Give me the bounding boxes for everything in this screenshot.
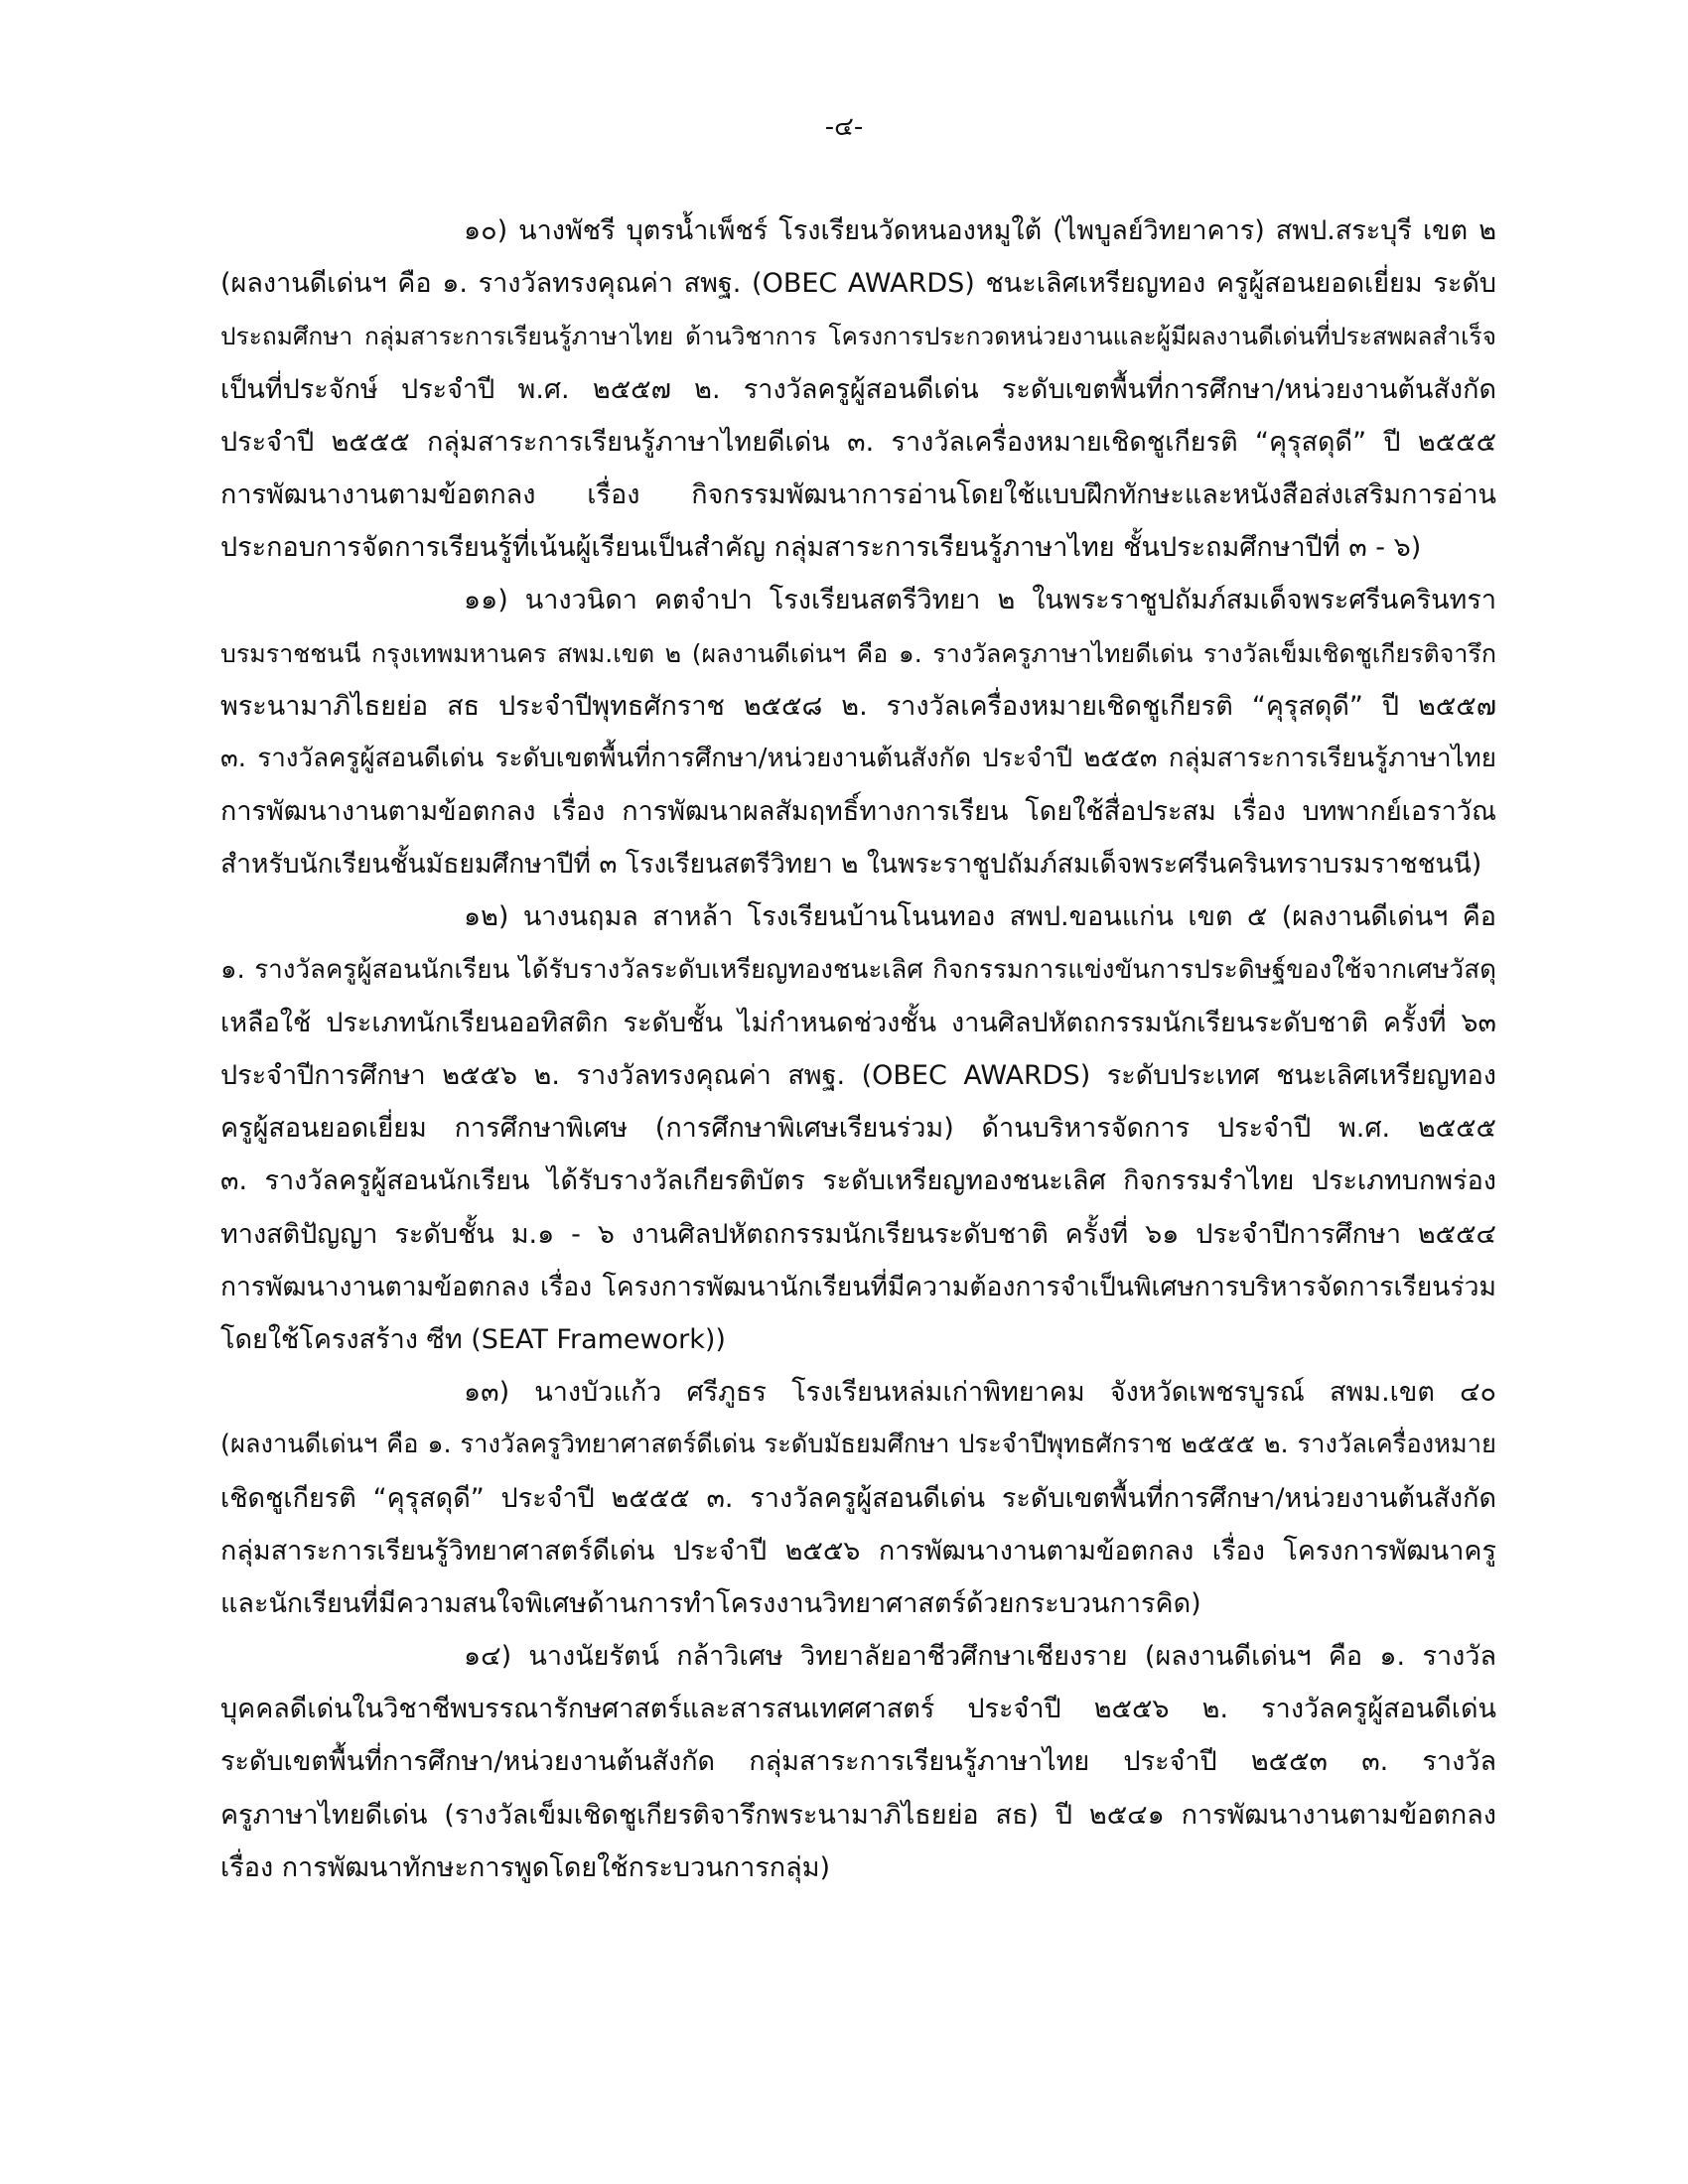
paragraph-line: ประกอบการจัดการเรียนรู้ที่เน้นผู้เรียนเป็นสำคัญ กลุ่มสาระการเรียนรู้ภาษาไทย ชั้นประถมศึกษาปีที่ ๓ - ๖) [220, 532, 1422, 564]
paragraph-first-line: ๑๑) นางวนิดา คตจำปา โรงเรียนสตรีวิทยา ๒ ในพระราชูปถัมภ์สมเด็จพระศรีนครินทรา [464, 585, 1496, 616]
paragraph-first-line: ๑๓) นางบัวแก้ว ศรีภูธร โรงเรียนหล่มเก่าพิทยาคม จังหวัดเพชรบูรณ์ สพม.เขต ๔๐ [464, 1377, 1496, 1409]
paragraph-line: บุคคลดีเด่นในวิชาชีพบรรณารักษศาสตร์และสารสนเทศศาสตร์ ประจำปี ๒๕๕๖ ๒. รางวัลครูผู้สอนดีเด่น [220, 1694, 1496, 1725]
paragraph-line: ครูผู้สอนยอดเยี่ยม การศึกษาพิเศษ (การศึกษาพิเศษเรียนร่วม) ด้านบริหารจัดการ ประจำปี พ.ศ. ๒๕๕๕ [220, 1113, 1496, 1145]
paragraph-line: (ผลงานดีเด่นฯ คือ ๑. รางวัลครูวิทยาศาสตร์ดีเด่น ระดับมัธยมศึกษา ประจำปีพุทธศักราช ๒๕๕๕ ๒. รางวัลเครื่องหมาย [220, 1430, 1496, 1460]
paragraph-line: การพัฒนางานตามข้อตกลง เรื่อง โครงการพัฒนานักเรียนที่มีความต้องการจำเป็นพิเศษการบริหารจัดการเรียนร่วม [220, 1271, 1496, 1302]
paragraph-line: สำหรับนักเรียนชั้นมัธยมศึกษาปีที่ ๓ โรงเรียนสตรีวิทยา ๒ ในพระราชูปถัมภ์สมเด็จพระศรีนครินทราบรมราชชนนี) [220, 849, 1482, 881]
paragraph-line: เหลือใช้ ประเภทนักเรียนออทิสติก ระดับชั้น ไม่กำหนดช่วงชั้น งานศิลปหัตถกรรมนักเรียนระดับชาติ ครั้งที่ ๖๓ [220, 1007, 1496, 1038]
paragraph-first-line: ๑๔) นางนัยรัตน์ กล้าวิเศษ วิทยาลัยอาชีวศึกษาเชียงราย (ผลงานดีเด่นฯ คือ ๑. รางวัล [464, 1641, 1496, 1673]
page-number: -๔- [824, 112, 864, 142]
paragraph-line: ประจำปีการศึกษา ๒๕๕๖ ๒. รางวัลทรงคุณค่า สพฐ. (OBEC AWARDS) ระดับประเทศ ชนะเลิศเหรียญทอง [220, 1060, 1496, 1091]
paragraph-line: ๓. รางวัลครูผู้สอนดีเด่น ระดับเขตพื้นที่การศึกษา/หน่วยงานต้นสังกัด ประจำปี ๒๕๕๓ กลุ่มสาระการเรียนรู้ภาษาไทย [220, 743, 1496, 773]
paragraph-line: (ผลงานดีเด่นฯ คือ ๑. รางวัลทรงคุณค่า สพฐ. (OBEC AWARDS) ชนะเลิศเหรียญทอง ครูผู้สอนยอดเยี่ยม ระดับ [220, 268, 1496, 300]
paragraph-line: ครูภาษาไทยดีเด่น (รางวัลเข็มเชิดชูเกียรติจารึกพระนามาภิไธยย่อ สธ) ปี ๒๕๔๑ การพัฒนางานตามข้อตกลง [220, 1799, 1496, 1831]
paragraph-line: กลุ่มสาระการเรียนรู้วิทยาศาสตร์ดีเด่น ประจำปี ๒๕๕๖ การพัฒนางานตามข้อตกลง เรื่อง โครงการพัฒนาครู [220, 1535, 1496, 1567]
paragraph-line: เป็นที่ประจักษ์ ประจำปี พ.ศ. ๒๕๕๗ ๒. รางวัลครูผู้สอนดีเด่น ระดับเขตพื้นที่การศึกษา/หน่วยงานต้นสังกัด [220, 373, 1496, 405]
paragraph-line: บรมราชชนนี กรุงเทพมหานคร สพม.เขต ๒ (ผลงานดีเด่นฯ คือ ๑. รางวัลครูภาษาไทยดีเด่น รางวัลเข็มเชิดชูเกียรติจารึก [220, 638, 1496, 668]
paragraph-line: โดยใช้โครงสร้าง ซีท (SEAT Framework)) [220, 1323, 726, 1355]
paragraph-line: ทางสติปัญญา ระดับชั้น ม.๑ - ๖ งานศิลปหัตถกรรมนักเรียนระดับชาติ ครั้งที่ ๖๑ ประจำปีการศึกษา ๒๕๕๔ [220, 1218, 1496, 1250]
paragraph-line: การพัฒนางานตามข้อตกลง เรื่อง กิจกรรมพัฒนาการอ่านโดยใช้แบบฝึกทักษะและหนังสือส่งเสริมการอ่าน [220, 478, 1496, 510]
paragraph-line: ระดับเขตพื้นที่การศึกษา/หน่วยงานต้นสังกัด กลุ่มสาระการเรียนรู้ภาษาไทย ประจำปี ๒๕๕๓ ๓. รางวัล [220, 1746, 1496, 1778]
paragraph-line: การพัฒนางานตามข้อตกลง เรื่อง การพัฒนาผลสัมฤทธิ์ทางการเรียน โดยใช้สื่อประสม เรื่อง บทพากย์เอราวัณ [220, 796, 1496, 828]
paragraph-line: พระนามาภิไธยย่อ สธ ประจำปีพุทธศักราช ๒๕๕๘ ๒. รางวัลเครื่องหมายเชิดชูเกียรติ “คุรุสดุดี” ปี ๒๕๕๗ [220, 690, 1496, 722]
paragraph-line: ๑. รางวัลครูผู้สอนนักเรียน ได้รับรางวัลระดับเหรียญทองชนะเลิศ กิจกรรมการแข่งขันการประดิษฐ์ของใช้จากเศษวัสดุ [220, 954, 1496, 985]
paragraph-line: ประถมศึกษา กลุ่มสาระการเรียนรู้ภาษาไทย ด้านวิชาการ โครงการประกวดหน่วยงานและผู้มีผลงานดีเด่นที่ประสพผลสำเร็จ [220, 322, 1496, 351]
paragraph-line: เชิดชูเกียรติ “คุรุสดุดี” ประจำปี ๒๕๕๕ ๓. รางวัลครูผู้สอนดีเด่น ระดับเขตพื้นที่การศึกษา/หน่วยงานต้นสังกัด [220, 1482, 1496, 1514]
award-list-body [220, 205, 1496, 1894]
paragraph-line: ๓. รางวัลครูผู้สอนนักเรียน ได้รับรางวัลเกียรติบัตร ระดับเหรียญทองชนะเลิศ กิจกรรมรำไทย ประเภทบกพร่อง [220, 1165, 1496, 1197]
paragraph-line: เรื่อง การพัฒนาทักษะการพูดโดยใช้กระบวนการกลุ่ม) [220, 1851, 831, 1883]
paragraph-first-line: ๑๐) นางพัชรี บุตรน้ำเพ็ชร์ โรงเรียนวัดหนองหมูใต้ (ไพบูลย์วิทยาคาร) สพป.สระบุรี เขต ๒ [464, 215, 1496, 246]
paragraph-line: และนักเรียนที่มีความสนใจพิเศษด้านการทำโครงงานวิทยาศาสตร์ด้วยกระบวนการคิด) [220, 1587, 1201, 1619]
paragraph-line: ประจำปี ๒๕๕๕ กลุ่มสาระการเรียนรู้ภาษาไทยดีเด่น ๓. รางวัลเครื่องหมายเชิดชูเกียรติ “คุรุสดุดี” ปี ๒๕๕๕ [220, 426, 1496, 458]
paragraph-first-line: ๑๒) นางนฤมล สาหล้า โรงเรียนบ้านโนนทอง สพป.ขอนแก่น เขต ๕ (ผลงานดีเด่นฯ คือ [464, 901, 1496, 933]
